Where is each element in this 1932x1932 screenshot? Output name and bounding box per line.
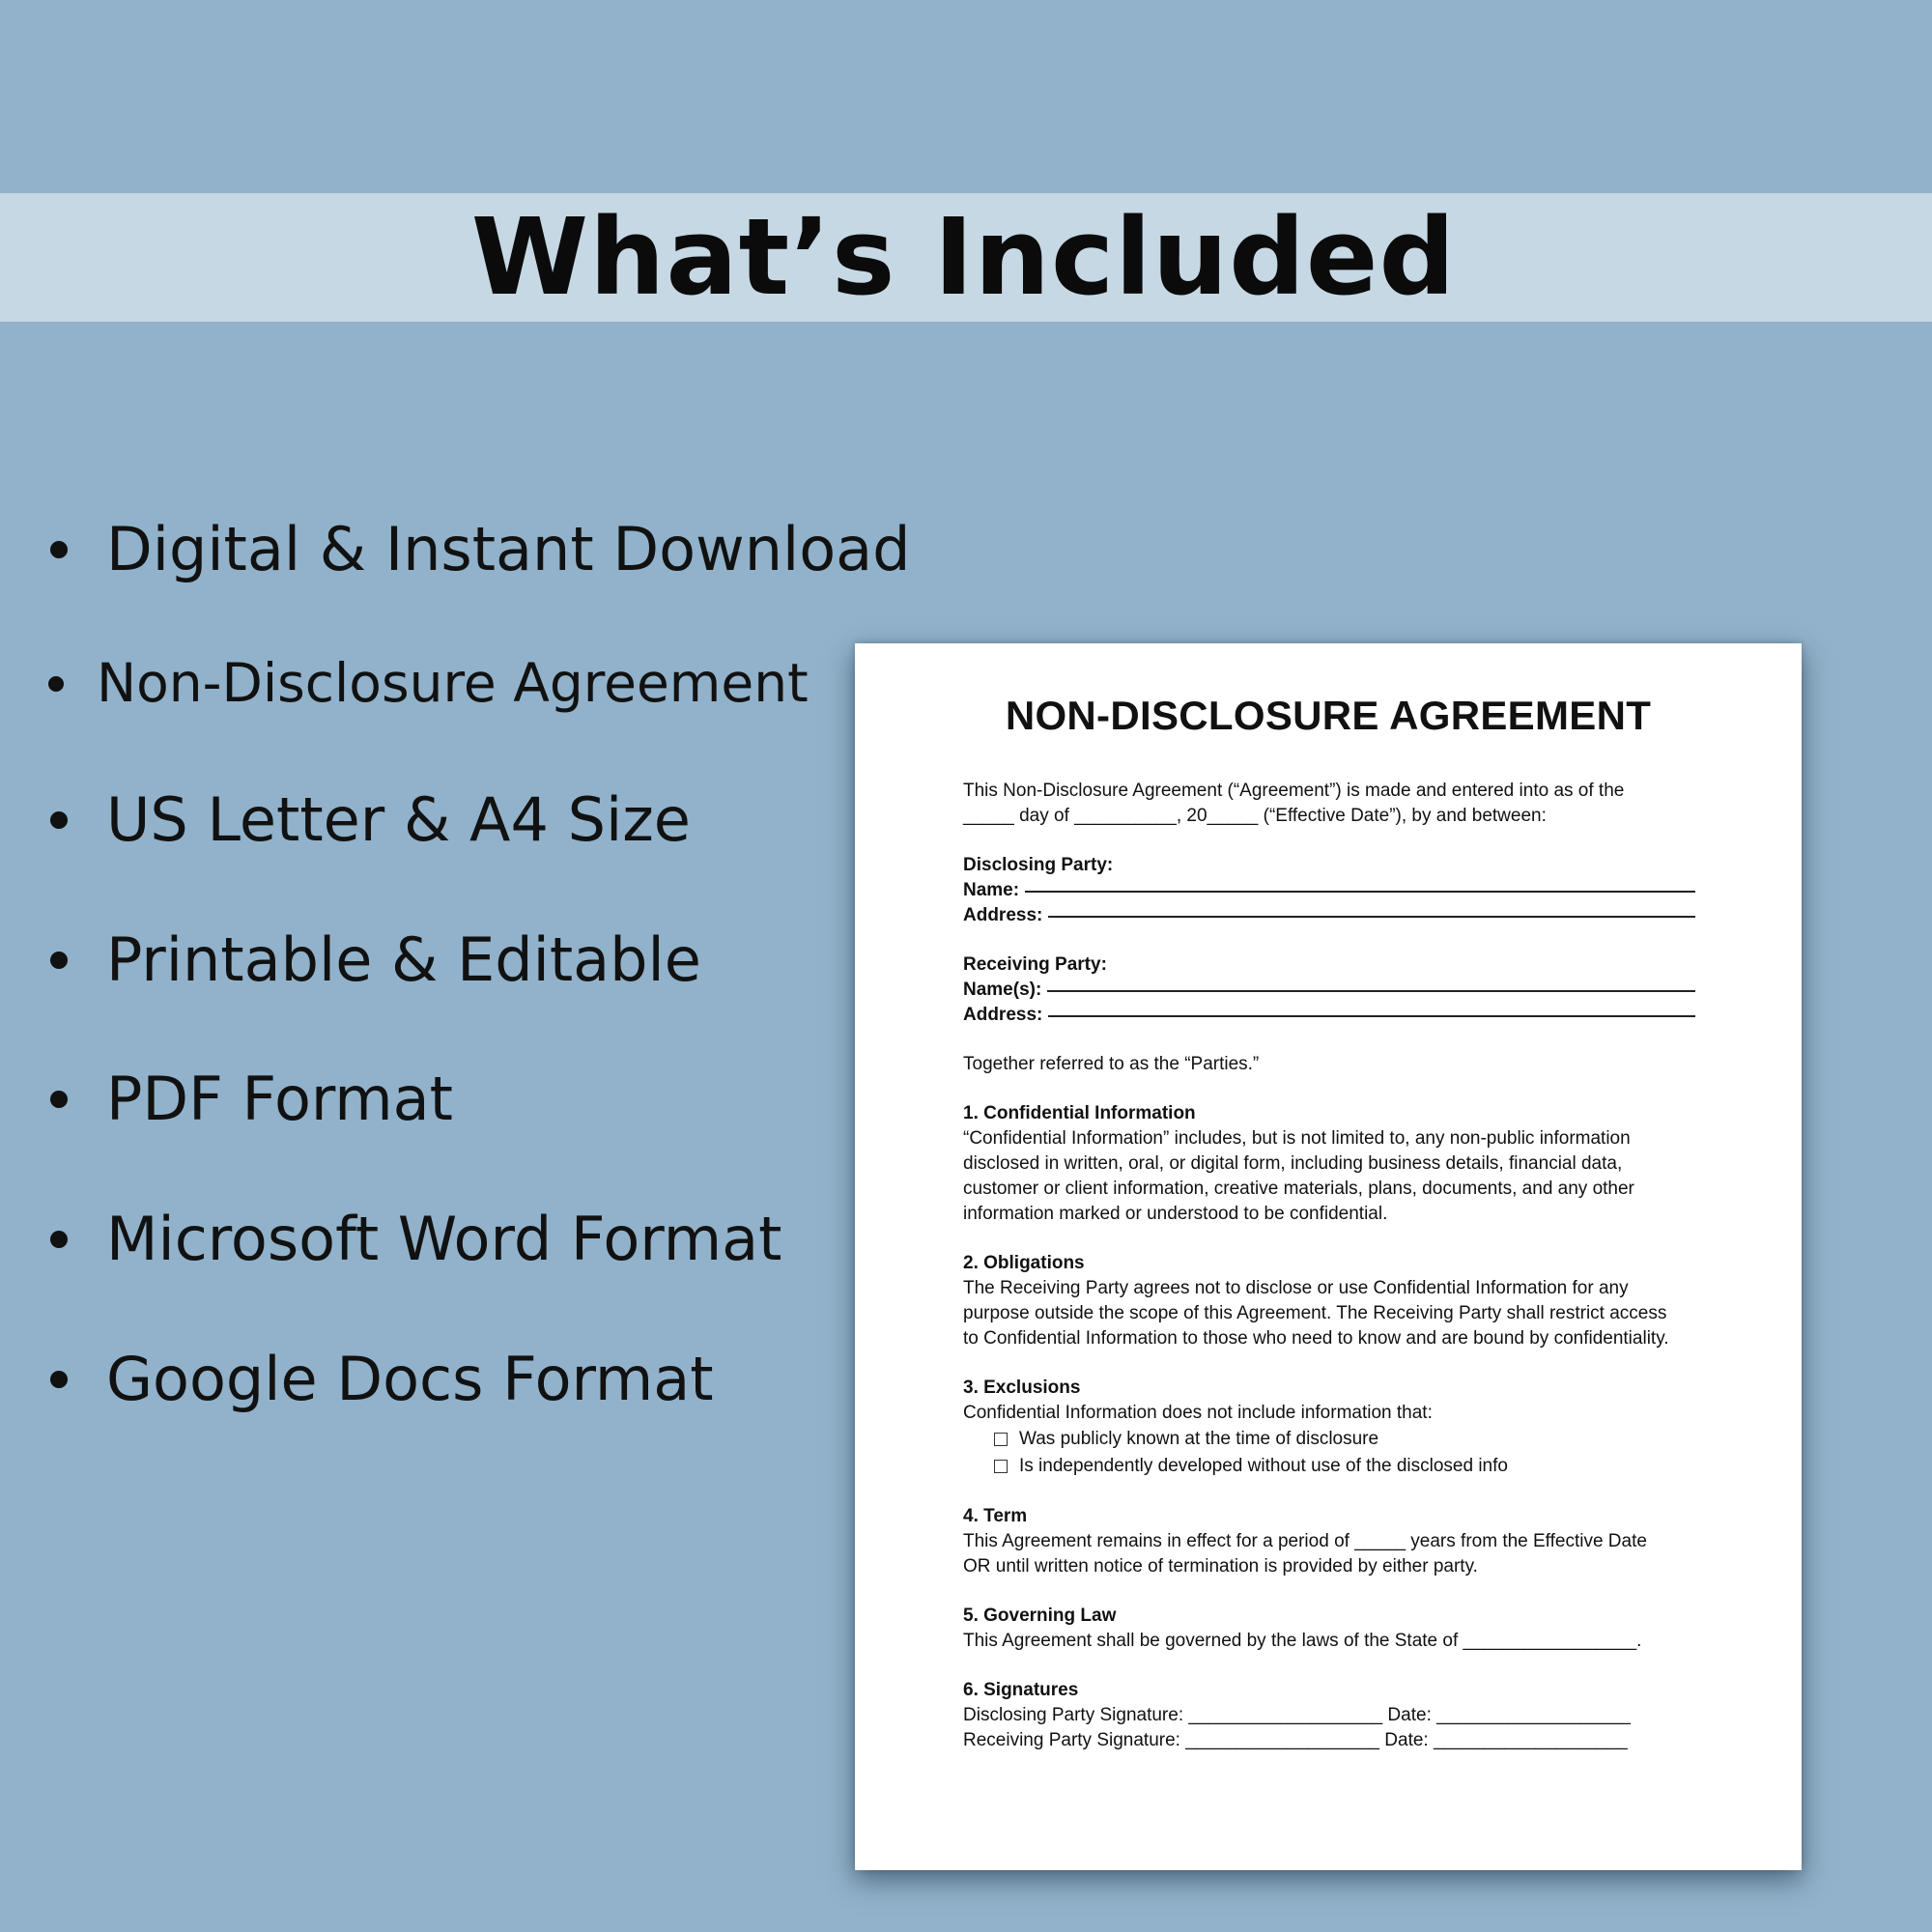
section-heading: 6. Signatures [963, 1680, 1079, 1700]
field-label: Address: [963, 905, 1043, 925]
checkbox-icon [994, 1460, 1008, 1473]
exclusion-label: Was publicly known at the time of disclosure [1019, 1429, 1379, 1449]
section-line: This Agreement shall be governed by the laws of the State of _________________. [963, 1631, 1642, 1651]
field-label: Name: [963, 880, 1020, 900]
exclusion-item [963, 1426, 1697, 1453]
bullet-icon [50, 811, 68, 829]
section-heading: 2. Obligations [963, 1253, 1085, 1273]
intro-line: This Non-Disclosure Agreement (“Agreement”) is made and entered into as of the [963, 781, 1625, 801]
document-title: NON-DISCLOSURE AGREEMENT [1005, 693, 1652, 738]
bullet-icon [50, 541, 68, 558]
section-line: “Confidential Information” includes, but is not limited to, any non-public information [963, 1128, 1631, 1149]
feature-label: Microsoft Word Format [106, 1204, 782, 1274]
section-heading: 1. Confidential Information [963, 1103, 1196, 1123]
blank-line [1025, 891, 1695, 893]
bullet-icon [50, 1371, 68, 1388]
disclosing-party-heading: Disclosing Party: [963, 855, 1114, 875]
section-line: This Agreement remains in effect for a period of _____ years from the Effective Date [963, 1531, 1647, 1551]
blank-line [1048, 1015, 1695, 1017]
receiving-party-heading: Receiving Party: [963, 954, 1107, 975]
feature-item [48, 652, 809, 714]
section-heading: 5. Governing Law [963, 1605, 1117, 1626]
section-heading: 4. Term [963, 1506, 1028, 1526]
feature-label: Digital & Instant Download [106, 514, 911, 584]
feature-item [50, 1064, 453, 1134]
exclusion-item [963, 1453, 1697, 1480]
bullet-icon [50, 1231, 68, 1248]
section-line: Confidential Information does not include information that: [963, 1403, 1433, 1423]
bullet-icon [50, 1091, 68, 1108]
section-line: OR until written notice of termination is provided by either party. [963, 1556, 1478, 1577]
feature-label: Printable & Editable [106, 924, 701, 995]
signature-line: Receiving Party Signature: ___________________ Date: ___________________ [963, 1730, 1628, 1750]
feature-item [50, 924, 701, 995]
feature-label: PDF Format [106, 1064, 453, 1134]
document-body [963, 779, 1697, 1753]
feature-label: US Letter & A4 Size [106, 784, 691, 855]
section-line: customer or client information, creative materials, plans, documents, and any other [963, 1179, 1634, 1199]
bullet-icon [50, 952, 68, 969]
checkbox-icon [994, 1433, 1008, 1446]
field-label: Address: [963, 1005, 1043, 1025]
receiving-address-field [963, 1003, 1697, 1028]
section-line: disclosed in written, oral, or digital form, including business details, financial data, [963, 1153, 1623, 1174]
parties-note: Together referred to as the “Parties.” [963, 1054, 1260, 1074]
disclosing-name-field [963, 878, 1697, 903]
receiving-name-field [963, 978, 1697, 1003]
field-label: Name(s): [963, 980, 1042, 1000]
blank-line [1048, 916, 1695, 918]
intro-line: _____ day of __________, 20_____ (“Effective Date”), by and between: [963, 806, 1547, 826]
feature-label: Non-Disclosure Agreement [97, 652, 809, 714]
page-title: What’s Included [470, 194, 1457, 319]
feature-item [50, 514, 911, 584]
blank-line [1047, 990, 1695, 992]
section-line: information marked or understood to be confidential. [963, 1204, 1388, 1224]
feature-item [50, 784, 691, 855]
exclusion-label: Is independently developed without use of the disclosed info [1019, 1456, 1508, 1476]
feature-label: Google Docs Format [106, 1344, 714, 1414]
section-line: to Confidential Information to those who need to know and are bound by confidentiality. [963, 1328, 1669, 1349]
feature-item [50, 1204, 782, 1274]
section-line: The Receiving Party agrees not to disclose or use Confidential Information for any [963, 1278, 1629, 1298]
signature-line: Disclosing Party Signature: ___________________ Date: ___________________ [963, 1705, 1631, 1725]
feature-list [0, 0, 927, 1932]
feature-item [50, 1344, 714, 1414]
section-line: purpose outside the scope of this Agreement. The Receiving Party shall restrict access [963, 1303, 1667, 1323]
document-preview [855, 643, 1802, 1870]
disclosing-address-field [963, 903, 1697, 928]
bullet-icon [48, 676, 64, 692]
section-heading: 3. Exclusions [963, 1378, 1081, 1398]
